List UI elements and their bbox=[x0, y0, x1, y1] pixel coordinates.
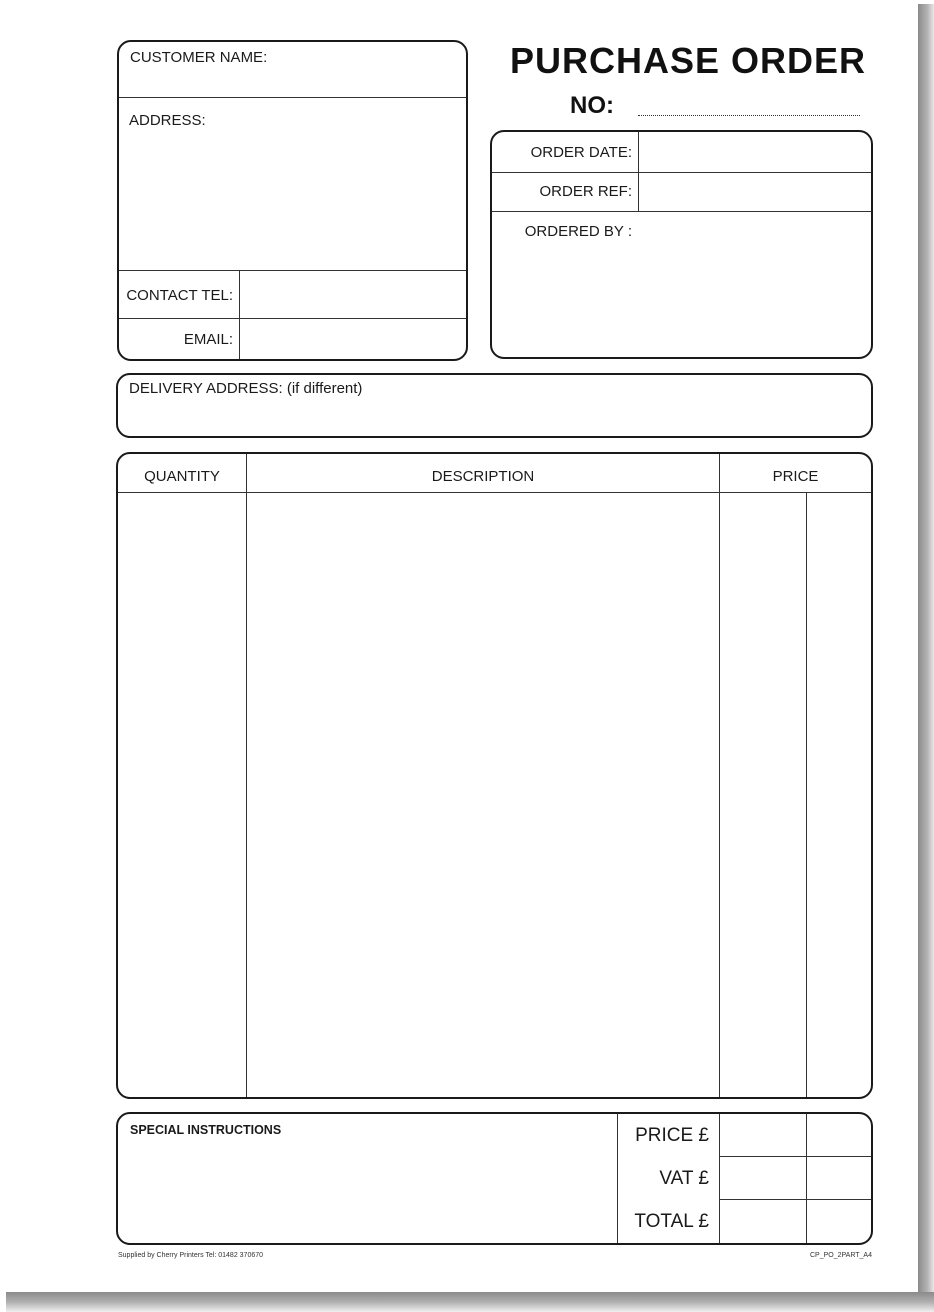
address-label: ADDRESS: bbox=[129, 112, 206, 129]
supplier-footer: Supplied by Cherry Printers Tel: 01482 370670 bbox=[118, 1252, 264, 1259]
divider bbox=[119, 318, 466, 319]
address-field[interactable] bbox=[121, 135, 464, 269]
order-ref-label: ORDER REF: bbox=[539, 183, 632, 200]
page-title: PURCHASE ORDER bbox=[510, 40, 867, 81]
price-subdivider bbox=[806, 493, 807, 1097]
column-header-price: PRICE bbox=[772, 468, 819, 485]
grand-total-label: TOTAL £ bbox=[634, 1211, 709, 1232]
column-header-quantity: QUANTITY bbox=[144, 468, 220, 485]
divider bbox=[719, 1114, 720, 1243]
email-label: EMAIL: bbox=[183, 331, 233, 348]
divider bbox=[719, 1156, 871, 1157]
column-divider bbox=[719, 454, 720, 1097]
email-field[interactable] bbox=[242, 320, 464, 358]
po-number-label: NO: bbox=[570, 92, 614, 119]
divider bbox=[119, 270, 466, 271]
divider bbox=[239, 271, 240, 359]
price-pounds-column-field[interactable] bbox=[722, 496, 804, 1094]
order-date-label: ORDER DATE: bbox=[530, 144, 632, 161]
column-divider bbox=[246, 454, 247, 1097]
total-pounds-field[interactable] bbox=[722, 1202, 804, 1240]
description-column-field[interactable] bbox=[250, 496, 716, 1094]
ordered-by-label: ORDERED BY : bbox=[524, 223, 632, 240]
page-shadow-right bbox=[918, 4, 934, 1304]
price-total-label: PRICE £ bbox=[635, 1125, 709, 1146]
divider bbox=[119, 97, 466, 98]
special-instructions-label: SPECIAL INSTRUCTIONS bbox=[130, 1123, 282, 1137]
divider bbox=[806, 1114, 807, 1243]
po-number-field[interactable] bbox=[638, 115, 860, 116]
page-shadow-bottom bbox=[6, 1292, 934, 1312]
header-divider bbox=[118, 492, 871, 493]
vat-label: VAT £ bbox=[659, 1168, 709, 1189]
contact-tel-field[interactable] bbox=[242, 273, 464, 317]
total-pence-field[interactable] bbox=[809, 1202, 867, 1240]
price-pounds-field[interactable] bbox=[722, 1116, 804, 1154]
price-pence-field[interactable] bbox=[809, 1116, 867, 1154]
divider bbox=[492, 211, 871, 212]
form-code: CP_PO_2PART_A4 bbox=[810, 1252, 872, 1259]
customer-name-field[interactable] bbox=[272, 44, 462, 96]
special-instructions-field[interactable] bbox=[121, 1142, 613, 1240]
vat-pence-field[interactable] bbox=[809, 1159, 867, 1197]
customer-name-label: CUSTOMER NAME: bbox=[130, 49, 268, 66]
quantity-column-field[interactable] bbox=[120, 496, 244, 1094]
order-date-field[interactable] bbox=[641, 134, 869, 171]
price-pence-column-field[interactable] bbox=[809, 496, 869, 1094]
divider bbox=[719, 1199, 871, 1200]
divider bbox=[492, 172, 871, 173]
delivery-address-field[interactable] bbox=[121, 400, 868, 433]
column-header-description: DESCRIPTION bbox=[431, 468, 535, 485]
vat-pounds-field[interactable] bbox=[722, 1159, 804, 1197]
contact-tel-label: CONTACT TEL: bbox=[126, 287, 233, 304]
order-ref-field[interactable] bbox=[641, 174, 869, 210]
ordered-by-field[interactable] bbox=[495, 245, 867, 353]
delivery-address-label: DELIVERY ADDRESS: (if different) bbox=[129, 380, 363, 397]
